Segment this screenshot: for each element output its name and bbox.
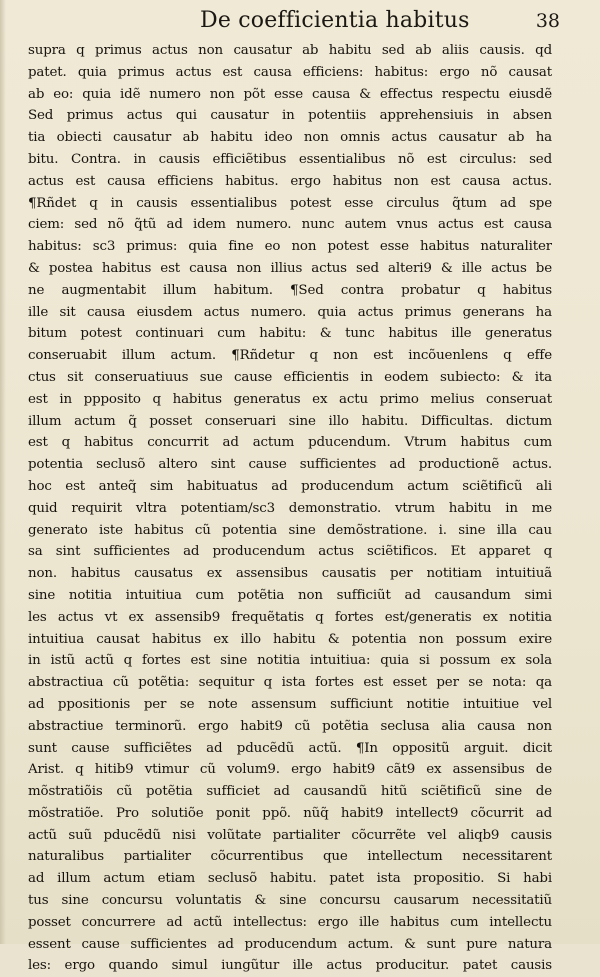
text-line: tus sine concursu voluntatis & sine concursu causarum necessitatiũ	[28, 893, 552, 909]
text-line: conseruabit illum actum. ¶Rñdetur q non est incõuenlens q effe	[28, 348, 552, 364]
text-line: supra q primus actus non causatur ab habitu sed ab aliis causis. qd	[28, 43, 552, 58]
text-line: ¶Rñdet q in causis essentialibus potest esse circulus q̃tum ad spe	[28, 195, 552, 211]
text-line: ab eo: quia idẽ numero non põt esse causa & effectus respectu eiusdẽ	[28, 86, 552, 102]
text-line: Arist. q hitib9 vtimur cũ volum9. ergo habit9 cãt9 ex assensibus de	[28, 762, 552, 778]
text-line: intuitiua causat habitus ex illo habitu & potentia non possum exire	[28, 631, 552, 647]
text-line: potentia seclusõ altero sint cause sufficientes ad productionẽ actus.	[28, 457, 552, 473]
text-line: actũ suũ pducẽdũ nisi volũtate partialiter cõcurrẽte vel aliqb9 causis	[28, 827, 552, 843]
running-title: De coefficientia habitus	[200, 8, 470, 33]
text-line: mõstratiõe. Pro solutiõe ponit ppõ. nũq̃ habit9 intellect9 cõcurrit ad	[28, 805, 552, 821]
text-line: ciem: sed nõ q̃tũ ad idem numero. nunc autem vnus actus est causa	[28, 217, 552, 233]
text-line: ctus sit conseruatiuus sue cause efficientis in eodem subiecto: & ita	[28, 369, 552, 385]
text-line: les actus vt ex assensib9 frequẽtatis q fortes est/generatis ex notitia	[28, 609, 552, 625]
text-line: les: ergo quando simul iungũtur ille actus producitur. patet causis	[28, 958, 552, 974]
text-line: Sed primus actus qui causatur in potentiis apprehensiuis in absen	[28, 108, 552, 124]
text-line: sa sint sufficientes ad producendum actus sciẽtificos. Et apparet q	[28, 544, 552, 560]
text-line: mõstratiõis cũ potẽtia sufficiet ad causandũ hitũ sciẽtificũ sine de	[28, 784, 552, 800]
text-line: sine notitia intuitiua cum potẽtia non sufficiũt ad causandum simi	[28, 587, 552, 603]
text-line: generato iste habitus cũ potentia sine demõstratione. i. sine illa cau	[28, 522, 552, 538]
folio-number: 38	[535, 10, 560, 32]
text-line: hoc est anteq̃ sim habituatus ad producendum actum sciẽtificũ ali	[28, 478, 552, 494]
page-edge-shadow	[0, 0, 6, 944]
text-line: quid requirit vltra potentiam/sc3 demonstratio. vtrum habitu in me	[28, 500, 552, 516]
text-line: bitu. Contra. in causis efficiẽtibus essentialibus nõ est circulus: sed	[28, 151, 552, 167]
page-header	[200, 8, 560, 36]
text-line: abstractiue terminorũ. ergo habit9 cũ potẽtia seclusa alia causa non	[28, 718, 552, 734]
text-line: est q habitus concurrit ad actum pducendum. Vtrum habitus cum	[28, 435, 552, 451]
text-line: sunt cause sufficiẽtes ad pducẽdũ actũ. ¶In oppositũ arguit. dicit	[28, 740, 552, 756]
text-line: & postea habitus est causa non illius actus sed alteri9 & ille actus be	[28, 260, 552, 276]
text-line: ad ppositionis per se note assensum sufficiunt notitie intuitiue vel	[28, 696, 552, 712]
text-line: ad illum actum etiam seclusõ habitu. patet ista propositio. Si habi	[28, 871, 552, 887]
text-line: est in ppposito q habitus generatus ex actu primo melius conseruat	[28, 391, 552, 407]
text-line: tia obiecti causatur ab habitu ideo non omnis actus causatur ab ha	[28, 130, 552, 146]
text-line: patet. quia primus actus est causa efficiens: habitus: ergo nõ causat	[28, 64, 552, 80]
text-line: naturalibus partialiter cõcurrentibus que intellectum necessitarent	[28, 849, 552, 865]
text-line: posset concurrere ad actũ intellectus: ergo ille habitus cum intellectu	[28, 914, 552, 930]
text-line: bitum potest continuari cum habitu: & tunc habitus ille generatus	[28, 326, 552, 342]
text-line: actus est causa efficiens habitus. ergo habitus non est causa actus.	[28, 173, 552, 189]
text-line: abstractiua cũ potẽtia: sequitur q ista fortes est esset per se nota: qa	[28, 675, 552, 691]
text-line: non. habitus causatus ex assensibus causatis per notitiam intuitiuã	[28, 566, 552, 582]
text-line: ille sit causa eiusdem actus numero. quia actus primus generans ha	[28, 304, 552, 320]
text-line: essent cause sufficientes ad producendum actum. & sunt pure natura	[28, 936, 552, 952]
text-line: ne augmentabit illum habitum. ¶Sed contra probatur q habitus	[28, 282, 552, 298]
text-line: in istũ actũ q fortes est sine notitia intuitiua: quia si possum ex sola	[28, 653, 552, 669]
text-line: illum actum q̃ posset conseruari sine illo habitu. Difficultas. dictum	[28, 413, 552, 429]
text-line: habitus: sc3 primus: quia fine eo non potest esse habitus naturaliter	[28, 239, 552, 255]
text-block	[28, 40, 552, 977]
